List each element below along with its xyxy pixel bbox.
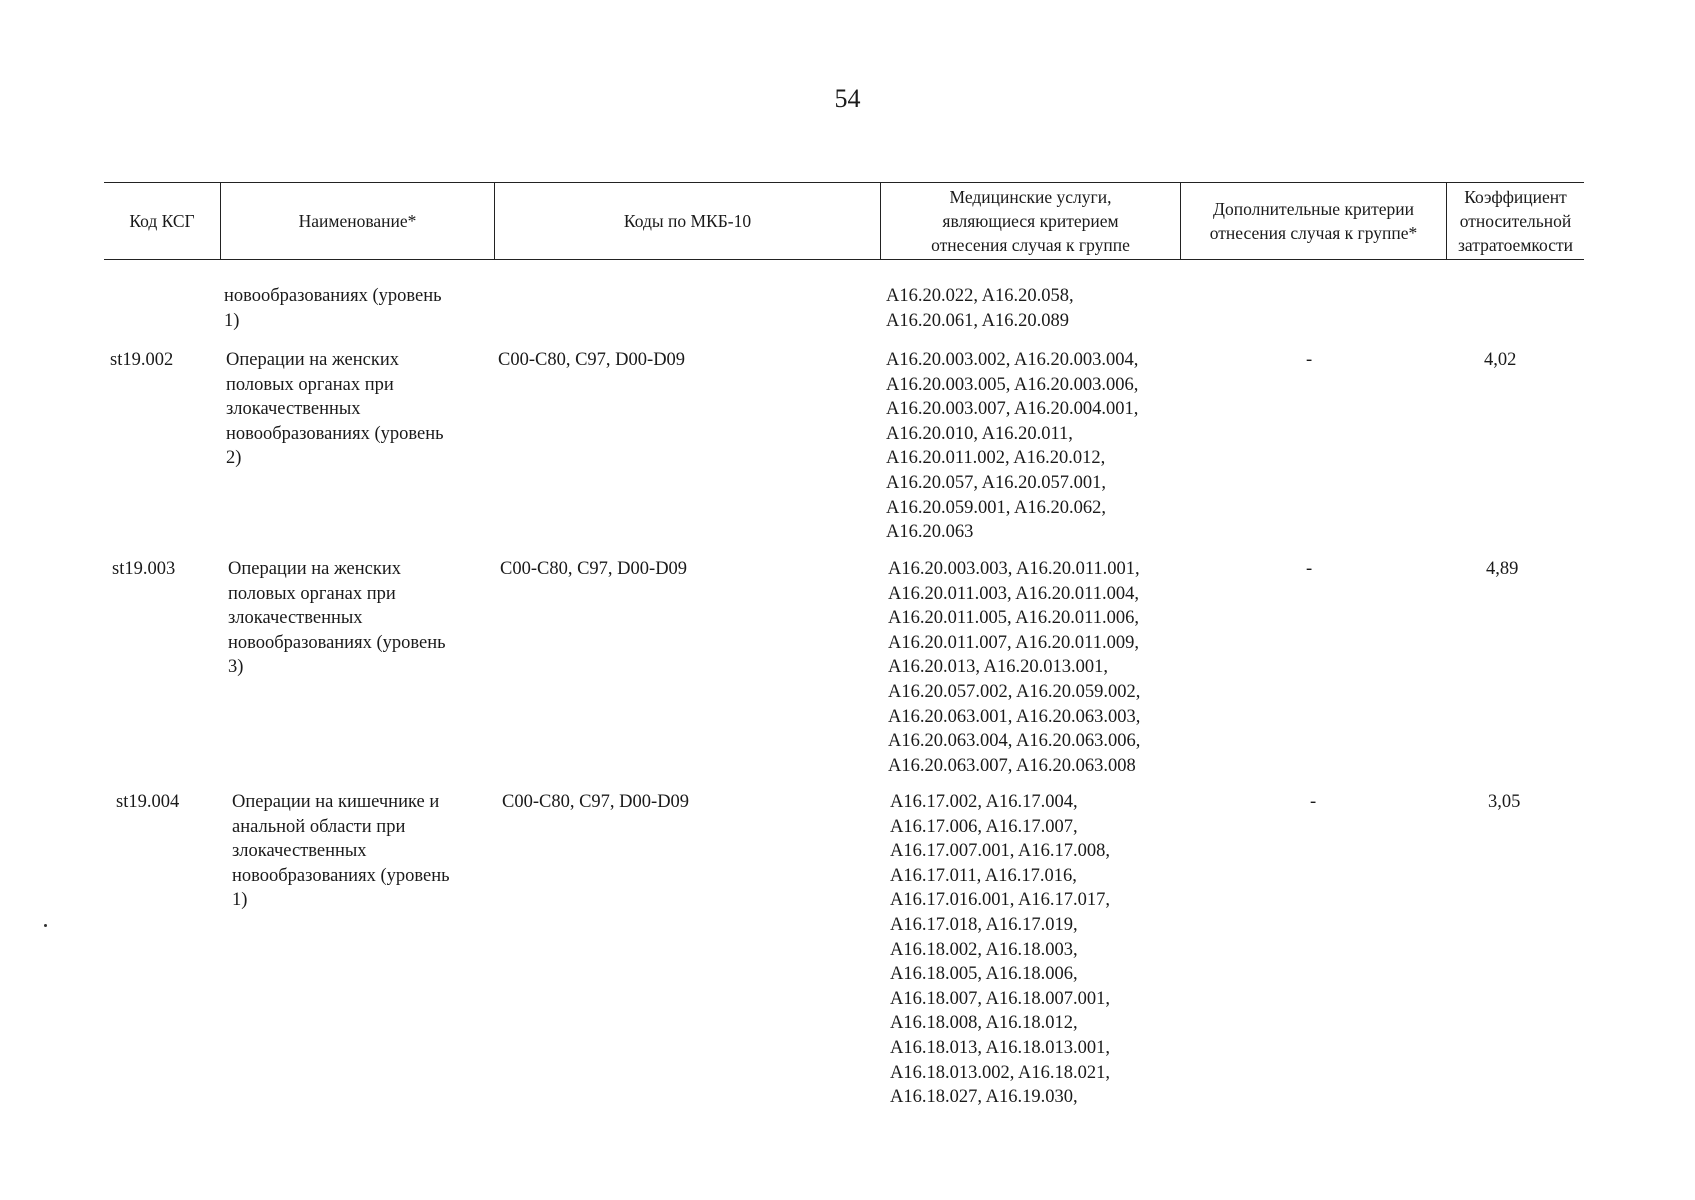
row-services-line: A16.20.059.001, A16.20.062, <box>886 497 1106 518</box>
row-services-line: A16.20.011.002, A16.20.012, <box>886 448 1106 469</box>
row-services-line: A16.20.022, A16.20.058, <box>886 286 1074 306</box>
row-services-line: A16.20.003.007, A16.20.004.001, <box>886 399 1139 420</box>
row-mkb: C00-C80, C97, D00-D09 <box>498 350 686 370</box>
row-name-line: злокачественных <box>232 841 367 862</box>
row-services-line: A16.18.007, A16.18.007.001, <box>890 988 1110 1009</box>
row-services-line: A16.17.011, A16.17.016, <box>890 865 1077 886</box>
row-name-line: новообразованиях (уровень <box>226 423 444 444</box>
row-name-line: новообразованиях (уровень <box>224 286 442 306</box>
row-coef: 4,02 <box>1484 350 1517 370</box>
scan-speck <box>44 924 47 927</box>
page-number: 54 <box>834 84 861 113</box>
row-services-line: A16.20.010, A16.20.011, <box>886 423 1073 444</box>
row-services <box>890 790 1190 1110</box>
header-name <box>220 183 494 259</box>
header-code-label: Код КСГ <box>129 211 195 231</box>
row-name-line: половых органах при <box>228 583 396 604</box>
row-services-line: A16.18.027, A16.19.030, <box>890 1087 1078 1108</box>
row-services-line: A16.17.006, A16.17.007, <box>890 816 1078 837</box>
row-mkb: C00-C80, C97, D00-D09 <box>502 792 690 812</box>
row-services-line: A16.20.063.004, A16.20.063.006, <box>888 731 1141 752</box>
row-services-line: A16.20.003.003, A16.20.011.001, <box>888 559 1140 579</box>
row-services-line: A16.18.008, A16.18.012, <box>890 1013 1078 1034</box>
header-coef <box>1446 183 1584 259</box>
header-coef-line: относительной <box>1459 211 1572 231</box>
row-name-line: Операции на кишечнике и <box>232 792 440 812</box>
header-services-line: являющиеся критерием <box>942 211 1119 231</box>
row-extra: - <box>1310 792 1317 812</box>
row-services-line: A16.20.013, A16.20.013.001, <box>888 657 1108 678</box>
row-name-line: Операции на женских <box>226 350 399 370</box>
row-services <box>886 348 1186 545</box>
row-mkb: C00-C80, C97, D00-D09 <box>500 559 688 579</box>
row-services-line: A16.17.016.001, A16.17.017, <box>890 890 1110 911</box>
row-services-line: A16.17.007.001, A16.17.008, <box>890 841 1110 862</box>
row-name-line: анальной области при <box>232 816 406 837</box>
row-services-line: A16.20.061, A16.20.089 <box>886 310 1069 331</box>
row-code: st19.004 <box>116 792 180 812</box>
header-coef-line: Коэффициент <box>1464 187 1567 207</box>
row-name <box>232 790 502 913</box>
row-name-line: злокачественных <box>226 399 361 420</box>
header-services-line: Медицинские услуги, <box>949 187 1112 207</box>
row-name-line: половых органах при <box>226 374 394 395</box>
row-coef: 3,05 <box>1488 792 1521 812</box>
ksg-table <box>104 182 1584 1108</box>
row-services-line: A16.20.011.003, A16.20.011.004, <box>888 583 1139 604</box>
row-extra: - <box>1306 559 1313 579</box>
header-services-line: отнесения случая к группе <box>931 235 1130 255</box>
row-services-line: A16.20.063.001, A16.20.063.003, <box>888 706 1141 727</box>
row-services-line: A16.17.018, A16.17.019, <box>890 914 1078 935</box>
row-services <box>888 557 1188 778</box>
row-services-line: A16.18.013, A16.18.013.001, <box>890 1037 1110 1058</box>
row-name <box>224 284 494 333</box>
header-code <box>104 183 220 259</box>
row-services-line: A16.20.011.007, A16.20.011.009, <box>888 632 1139 653</box>
row-code: st19.002 <box>110 350 174 370</box>
row-name-line: злокачественных <box>228 608 363 629</box>
row-name-line: новообразованиях (уровень <box>232 865 450 886</box>
row-services-line: A16.20.011.005, A16.20.011.006, <box>888 608 1139 629</box>
row-services-line: A16.20.057.002, A16.20.059.002, <box>888 681 1141 702</box>
row-services-line: A16.18.013.002, A16.18.021, <box>890 1062 1110 1083</box>
row-services-line: A16.20.057, A16.20.057.001, <box>886 472 1106 493</box>
row-services-line: A16.20.003.005, A16.20.003.006, <box>886 374 1139 395</box>
row-services <box>886 284 1186 333</box>
row-services-line: A16.20.063 <box>886 522 974 543</box>
row-extra: - <box>1306 350 1313 370</box>
header-extra-line: отнесения случая к группе* <box>1209 223 1418 243</box>
header-services <box>880 183 1180 259</box>
row-services-line: A16.18.002, A16.18.003, <box>890 939 1078 960</box>
row-services-line: A16.18.005, A16.18.006, <box>890 964 1078 985</box>
header-extra-line: Дополнительные критерии <box>1213 199 1414 219</box>
row-name-line: 1) <box>224 310 240 331</box>
row-name-line: Операции на женских <box>228 559 401 579</box>
row-code: st19.003 <box>112 559 176 579</box>
header-mkb-label: Коды по МКБ-10 <box>623 211 752 231</box>
row-coef: 4,89 <box>1486 559 1519 579</box>
header-extra <box>1180 183 1446 259</box>
header-coef-line: затратоемкости <box>1458 235 1573 255</box>
row-name-line: 2) <box>226 448 242 469</box>
row-name-line: новообразованиях (уровень <box>228 632 446 653</box>
row-name-line: 3) <box>228 657 244 678</box>
row-services-line: A16.17.002, A16.17.004, <box>890 792 1078 812</box>
header-name-label: Наименование* <box>298 211 417 231</box>
row-name <box>228 557 498 680</box>
row-services-line: A16.20.003.002, A16.20.003.004, <box>886 350 1139 370</box>
header-mkb <box>494 183 880 259</box>
row-name-line: 1) <box>232 890 248 911</box>
row-services-line: A16.20.063.007, A16.20.063.008 <box>888 755 1136 776</box>
row-name <box>226 348 496 471</box>
table-header <box>104 182 1584 260</box>
